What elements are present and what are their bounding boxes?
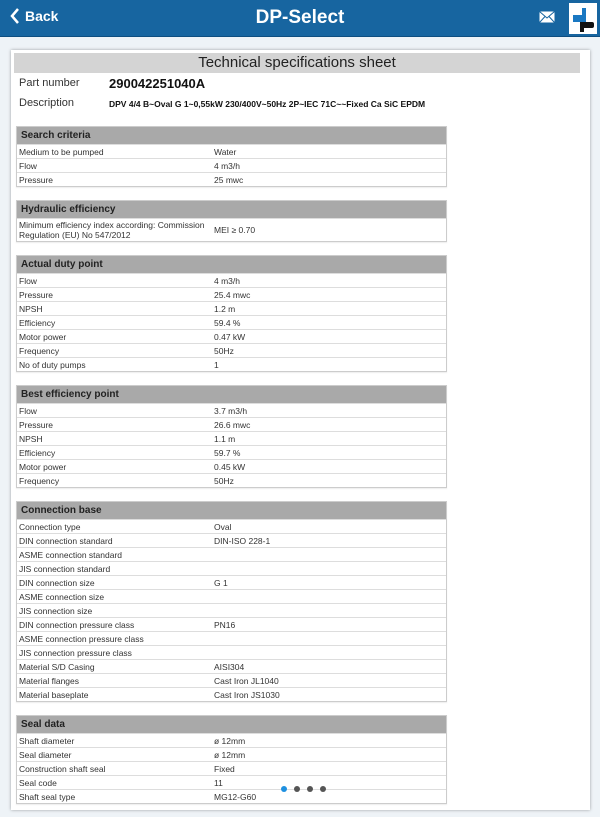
row-label: JIS connection pressure class — [19, 647, 132, 658]
row-label: Flow — [19, 275, 37, 286]
section-hydraulic-efficiency — [16, 200, 447, 242]
table-row — [17, 547, 446, 561]
row-value: 59.4 % — [214, 317, 241, 328]
row-value: 26.6 mwc — [214, 419, 251, 430]
table-row — [17, 575, 446, 589]
row-value: 1.1 m — [214, 433, 236, 444]
row-label: Pressure — [19, 289, 54, 300]
section-actual-duty-point — [16, 255, 447, 372]
table-row — [17, 417, 446, 431]
row-label: Minimum efficiency index according: Commission Regulation (EU) No 547/2012 — [19, 220, 205, 240]
table-row — [17, 329, 446, 343]
row-label: Shaft seal type — [19, 791, 76, 802]
row-label: Motor power — [19, 461, 67, 472]
row-value: AISI304 — [214, 661, 245, 672]
navigation-bar — [0, 0, 600, 37]
table-row — [17, 603, 446, 617]
page-dot[interactable] — [320, 786, 326, 792]
table-row — [17, 273, 446, 287]
row-value: Cast Iron JS1030 — [214, 689, 280, 700]
row-value: 59.7 % — [214, 447, 241, 458]
row-value: 50Hz — [214, 345, 234, 356]
table-row — [17, 403, 446, 417]
row-value: 1 — [214, 359, 219, 370]
section-best-efficiency-point — [16, 385, 447, 488]
table-row — [17, 589, 446, 603]
row-value: ø 12mm — [214, 735, 246, 746]
row-label: Material flanges — [19, 675, 80, 686]
row-label: Material S/D Casing — [19, 661, 95, 672]
row-label: Material baseplate — [19, 689, 89, 700]
table-row — [17, 617, 446, 631]
row-label: Flow — [19, 405, 37, 416]
spec-sheet-card — [11, 50, 590, 810]
row-label: JIS connection size — [19, 605, 93, 616]
row-value: Oval — [214, 521, 232, 532]
envelope-icon[interactable] — [539, 11, 555, 23]
row-label: Seal diameter — [19, 749, 72, 760]
page-dot[interactable] — [294, 786, 300, 792]
table-row — [17, 789, 446, 803]
row-label: Pressure — [19, 419, 54, 430]
spec-tables — [16, 126, 447, 817]
table-row — [17, 673, 446, 687]
row-label: Efficiency — [19, 317, 56, 328]
page-dot[interactable] — [281, 786, 287, 792]
row-value: 50Hz — [214, 475, 234, 486]
row-label: JIS connection standard — [19, 563, 111, 574]
part-number-label: Part number — [19, 77, 80, 89]
row-label: Medium to be pumped — [19, 146, 104, 157]
table-row — [17, 357, 446, 371]
table-row — [17, 687, 446, 701]
row-label: Connection type — [19, 521, 81, 532]
section-header: Actual duty point — [17, 256, 446, 273]
table-row — [17, 431, 446, 445]
table-row — [17, 631, 446, 645]
sheet-title: Technical specifications sheet — [14, 53, 580, 73]
back-label: Back — [25, 8, 59, 24]
row-label: NPSH — [19, 433, 43, 444]
table-row — [17, 473, 446, 487]
part-number-row — [19, 76, 206, 91]
row-value: Fixed — [214, 763, 235, 774]
table-row — [17, 733, 446, 747]
table-row — [17, 301, 446, 315]
table-row — [17, 144, 446, 158]
row-label: Pressure — [19, 174, 54, 185]
table-row — [17, 761, 446, 775]
row-label: Motor power — [19, 331, 67, 342]
section-header: Search criteria — [17, 127, 446, 144]
section-header: Seal data — [17, 716, 446, 733]
row-label: DIN connection standard — [19, 535, 113, 546]
row-label: DIN connection pressure class — [19, 619, 135, 630]
description-label: Description — [19, 97, 75, 109]
dp-logo[interactable] — [569, 3, 597, 34]
row-label: No of duty pumps — [19, 359, 86, 370]
row-value: MEI ≥ 0.70 — [214, 225, 256, 235]
section-seal-data — [16, 715, 447, 804]
page-dot[interactable] — [307, 786, 313, 792]
row-label: DIN connection size — [19, 577, 95, 588]
part-number-value: 290042251040A — [109, 76, 206, 91]
table-row — [17, 533, 446, 547]
table-row — [17, 445, 446, 459]
section-connection-base — [16, 501, 447, 702]
app-title: DP-Select — [255, 7, 345, 28]
description-value: DPV 4/4 B~Oval G 1~0,55kW 230/400V~50Hz 2P~IEC 71C~~Fixed Ca SiC EPDM — [109, 99, 426, 109]
table-row — [17, 659, 446, 673]
row-label: ASME connection size — [19, 591, 105, 602]
description-row — [19, 97, 579, 109]
row-label: Seal code — [19, 777, 57, 788]
row-label: ASME connection pressure class — [19, 633, 144, 644]
table-row — [17, 287, 446, 301]
table-row — [17, 343, 446, 357]
table-row — [17, 459, 446, 473]
row-value: G 1 — [214, 577, 228, 588]
row-value: PN16 — [214, 619, 236, 630]
row-value: 0.45 kW — [214, 461, 246, 472]
row-value: DIN-ISO 228-1 — [214, 535, 271, 546]
table-row — [17, 218, 446, 241]
row-value: Water — [214, 146, 237, 157]
table-row — [17, 172, 446, 186]
row-label: ASME connection standard — [19, 549, 123, 560]
row-label: Frequency — [19, 345, 60, 356]
row-label: NPSH — [19, 303, 43, 314]
row-value: MG12-G60 — [214, 791, 257, 802]
section-header: Hydraulic efficiency — [17, 201, 446, 218]
row-value: 4 m3/h — [214, 160, 240, 171]
table-row — [17, 747, 446, 761]
row-value: 25.4 mwc — [214, 289, 251, 300]
section-search-criteria — [16, 126, 447, 187]
row-label: Shaft diameter — [19, 735, 75, 746]
row-value: 11 — [214, 777, 223, 788]
row-value: ø 12mm — [214, 749, 246, 760]
row-label: Construction shaft seal — [19, 763, 106, 774]
row-value: Cast Iron JL1040 — [214, 675, 279, 686]
row-label: Frequency — [19, 475, 60, 486]
page-indicator[interactable] — [281, 786, 326, 792]
table-row — [17, 519, 446, 533]
row-value: 3.7 m3/h — [214, 405, 248, 416]
table-row — [17, 315, 446, 329]
table-row — [17, 561, 446, 575]
row-label: Efficiency — [19, 447, 56, 458]
row-label: Flow — [19, 160, 37, 171]
table-row — [17, 158, 446, 172]
table-row — [17, 775, 446, 789]
row-value: 25 mwc — [214, 174, 244, 185]
table-row — [17, 645, 446, 659]
section-header: Connection base — [17, 502, 446, 519]
row-value: 0.47 kW — [214, 331, 246, 342]
section-header: Best efficiency point — [17, 386, 446, 403]
row-value: 4 m3/h — [214, 275, 240, 286]
row-value: 1.2 m — [214, 303, 236, 314]
